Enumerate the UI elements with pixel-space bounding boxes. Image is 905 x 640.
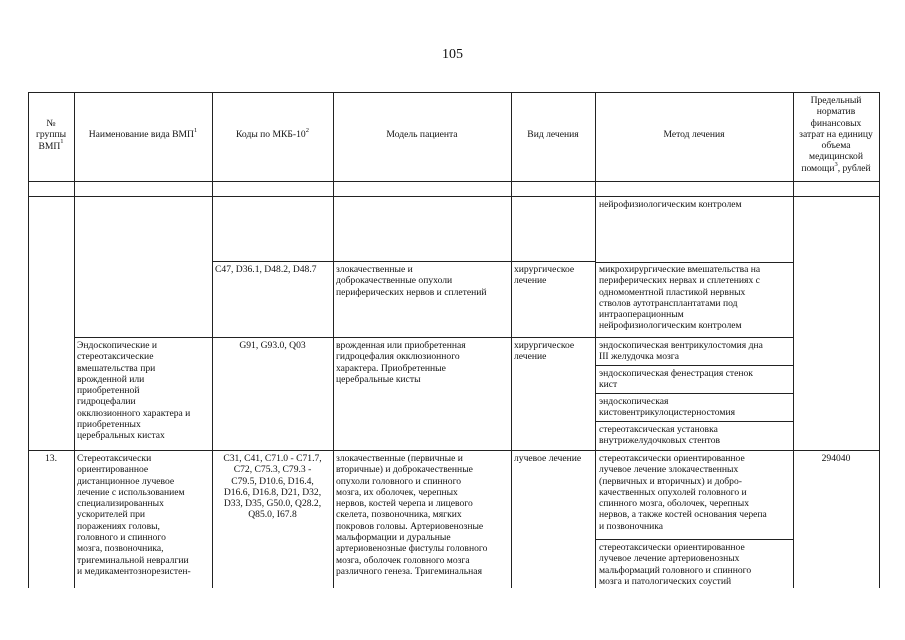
row-c-method-1: эндоскопическая вентрикулостомия дна III желудочка мозга [599, 340, 763, 363]
row-c-codes: G91, G93.0, Q03 [239, 340, 306, 351]
row-d-method-2: стереотаксически ориентированное лучевое лечение артериовенозных мальформаций головного и спинного мозга и патологических соустий [599, 542, 752, 587]
row-c-treatment: хирургическое лечение [514, 340, 575, 363]
row-b-model: злокачественные и доброкачественные опухоли периферических нервов и сплетений [336, 264, 487, 298]
row-d-method-1: стереотаксически ориентированное лучевое лечение злокачественных (первичных и вторичных) и добро- качественных опухолей головного и спинного мозга, оболочек, черепных нервов, а также костей основания черепа и позвоночника [599, 453, 767, 532]
row-d-cost: 294040 [821, 453, 851, 464]
header-model: Модель пациента [386, 129, 458, 140]
header-treatment-type: Вид лечения [527, 129, 579, 140]
row-d-treatment: лучевое лечение [514, 453, 582, 464]
header-method: Метод лечения [663, 129, 725, 140]
row-b-treatment: хирургическое лечение [514, 264, 575, 287]
page-number: 105 [442, 47, 463, 62]
row-d-name: Стереотаксически ориентированное дистанционное лучевое лечение с использованием специализированных ускорителей при поражениях головы, головного и спинного мозга, позвоночника, тригеминальной невралгии и медикаментознорезистен- [77, 453, 191, 577]
row-c-method-3: эндоскопическая кистовентрикулоцистерностомия [599, 396, 736, 419]
row-c-model: врожденная или приобретенная гидроцефалия окклюзионного характера. Приобретенные церебральные кисты [336, 340, 466, 385]
row-d-model: злокачественные (первичные и вторичные) и доброкачественные опухоли головного и спинного мозга, их оболочек, черепных нервов, костей черепа и лицевого скелета, позвоночника, мягких покровов головы. Артериовенозные мальформации и дуральные артериовенозные фистулы головного мозга, оболочек головного мозга различного генеза. Тригеминальная [336, 453, 488, 577]
row-d-group: 13. [45, 453, 57, 464]
row-b-codes: C47, D36.1, D48.2, D48.7 [215, 264, 317, 275]
row-c-method-2: эндоскопическая фенестрация стенок кист [599, 368, 753, 391]
row-a-method: нейрофизиологическим контролем [599, 199, 742, 210]
row-c-method-4: стереотаксическая установка внутрижелудочковых стентов [599, 424, 721, 447]
row-d-codes: C31, C41, C71.0 - C71.7, C72, C75.3, C79.3 - C79.5, D10.6, D16.4, D16.6, D16.8, D21, D32, D33, D35, G50.0, Q28.2, Q85.0, I67.8 [223, 453, 322, 521]
row-b-method: микрохирургические вмешательства на периферических нервах и сплетениях с одномоментной пластикой нервных стволов аутотрансплантатами под интраоперационным нейрофизиологическим контролем [599, 264, 761, 332]
header-cost: Предельный норматив финансовых затрат на единицу объема медицинской помощи$^3$, рублей [799, 95, 873, 174]
header-name: Наименование вида ВМП$^1$ [88, 126, 198, 140]
header-codes: Коды по МКБ-$10^2$ [236, 126, 309, 140]
header-group: № группы ВМП$^1$ [35, 118, 67, 152]
row-c-name: Эндоскопические и стереотаксические вмешательства при врожденной или приобретенной гидроцефалии окклюзионного характера и приобретенных церебральных кистах [77, 340, 191, 442]
